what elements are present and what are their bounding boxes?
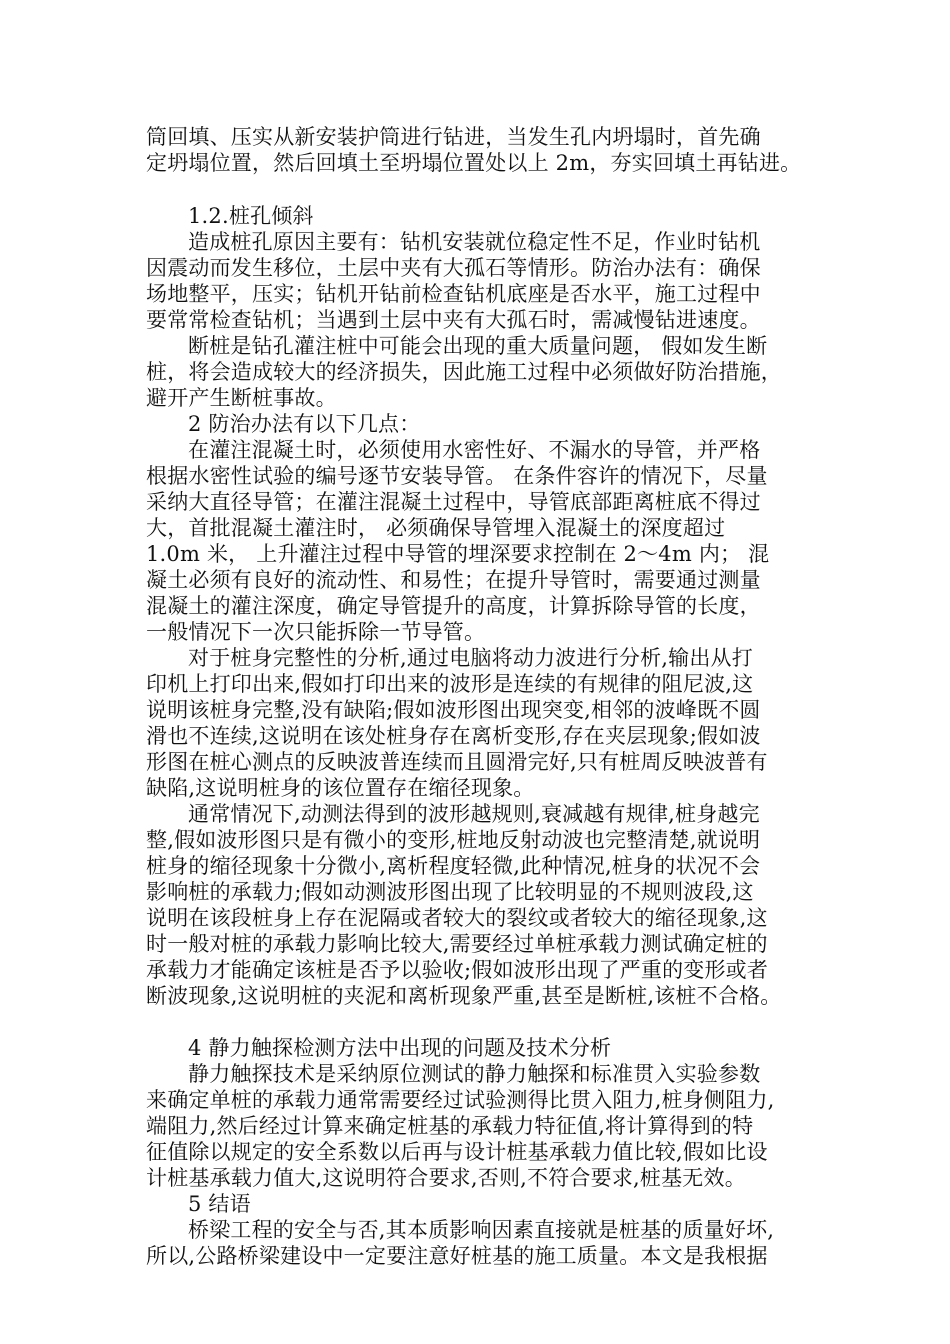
text-line: 断桩是钻孔灌注桩中可能会出现的重大质量问题， 假如发生断 bbox=[188, 334, 768, 358]
section-heading: 1.2.桩孔倾斜 bbox=[188, 204, 314, 228]
text-line: 端阻力,然后经过计算来确定桩基的承载力特征值,将计算得到的特 bbox=[146, 1114, 754, 1138]
text-line: 静力触探技术是采纳原位测试的静力触探和标准贯入实验参数 bbox=[188, 1062, 761, 1086]
text-line: 根据水密性试验的编号逐节安装导管。 在条件容许的情况下，尽量 bbox=[146, 464, 768, 488]
text-line: 缺陷,这说明桩身的该位置存在缩径现象。 bbox=[146, 776, 535, 800]
text-line: 影响桩的承载力;假如动测波形图出现了比较明显的不规则波段,这 bbox=[146, 880, 754, 904]
text-line: 所以,公路桥梁建设中一定要注意好桩基的施工质量。本文是我根据 bbox=[146, 1244, 768, 1268]
text-line: 时一般对桩的承载力影响比较大,需要经过单桩承载力测试确定桩的 bbox=[146, 932, 768, 956]
text-line: 要常常检查钻机；当遇到土层中夹有大孤石时，需减慢钻进速度。 bbox=[146, 308, 761, 332]
text-line: 采纳大直径导管；在灌注混凝土过程中，导管底部距离桩底不得过 bbox=[146, 490, 761, 514]
text-line: 因震动而发生移位，土层中夹有大孤石等情形。防治办法有：确保 bbox=[146, 256, 761, 280]
text-line: 计桩基承载力值大,这说明符合要求,否则,不符合要求,桩基无效。 bbox=[146, 1166, 746, 1190]
text-line: 凝土必须有良好的流动性、和易性；在提升导管时，需要通过测量 bbox=[146, 568, 761, 592]
text-line: 说明在该段桩身上存在泥隔或者较大的裂纹或者较大的缩径现象,这 bbox=[146, 906, 768, 930]
text-line: 造成桩孔原因主要有：钻机安装就位稳定性不足，作业时钻机 bbox=[188, 230, 761, 254]
text-line: 一般情况下一次只能拆除一节导管。 bbox=[146, 620, 486, 644]
text-line: 来确定单桩的承载力通常需要经过试验测得比贯入阻力,桩身侧阻力, bbox=[146, 1088, 775, 1112]
text-line: 场地整平，压实；钻机开钻前检查钻机底座是否水平，施工过程中 bbox=[146, 282, 761, 306]
text-line: 1.0m 米， 上升灌注过程中导管的埋深要求控制在 2～4m 内； 混 bbox=[146, 542, 770, 566]
text-line: 对于桩身完整性的分析,通过电脑将动力波进行分析,输出从打 bbox=[188, 646, 753, 670]
text-line: 通常情况下,动测法得到的波形越规则,衰减越有规律,桩身越完 bbox=[188, 802, 760, 826]
text-line: 整,假如波形图只是有微小的变形,桩地反射动波也完整清楚,就说明 bbox=[146, 828, 761, 852]
text-line: 形图在桩心测点的反映波普连续而且圆滑完好,只有桩周反映波普有 bbox=[146, 750, 768, 774]
text-line: 筒回填、压实从新安装护筒进行钻进，当发生孔内坍塌时，首先确 bbox=[146, 125, 761, 149]
section-heading: 2 防治办法有以下几点： bbox=[188, 412, 421, 436]
text-line: 滑也不连续,这说明在该处桩身存在离析变形,存在夹层现象;假如波 bbox=[146, 724, 761, 748]
text-line: 征值除以规定的安全系数以后再与设计桩基承载力值比较,假如比设 bbox=[146, 1140, 768, 1164]
text-line: 定坍塌位置，然后回填土至坍塌位置处以上 2m，夯实回填土再钻进。 bbox=[146, 151, 802, 175]
section-heading: 4 静力触探检测方法中出现的问题及技术分析 bbox=[188, 1036, 612, 1060]
text-line: 桩，将会造成较大的经济损失，因此施工过程中必须做好防治措施， bbox=[146, 360, 782, 384]
text-line: 在灌注混凝土时，必须使用水密性好、不漏水的导管，并严格 bbox=[188, 438, 761, 462]
text-line: 桥梁工程的安全与否,其本质影响因素直接就是桩基的质量好坏, bbox=[188, 1218, 775, 1242]
text-line: 混凝土的灌注深度，确定导管提升的高度，计算拆除导管的长度， bbox=[146, 594, 761, 618]
text-line: 大，首批混凝土灌注时， 必须确保导管埋入混凝土的深度超过 bbox=[146, 516, 726, 540]
text-line: 说明该桩身完整,没有缺陷;假如波形图出现突变,相邻的波峰既不圆 bbox=[146, 698, 761, 722]
text-line: 断波现象,这说明桩的夹泥和离析现象严重,甚至是断桩,该桩不合格。 bbox=[146, 984, 782, 1008]
text-line: 避开产生断桩事故。 bbox=[146, 386, 337, 410]
section-heading: 5 结语 bbox=[188, 1192, 251, 1216]
text-line: 印机上打印出来,假如打印出来的波形是连续的有规律的阻尼波,这 bbox=[146, 672, 754, 696]
text-line: 承载力才能确定该桩是否予以验收;假如波形出现了严重的变形或者 bbox=[146, 958, 769, 982]
text-line: 桩身的缩径现象十分微小,离析程度轻微,此种情况,桩身的状况不会 bbox=[146, 854, 761, 878]
